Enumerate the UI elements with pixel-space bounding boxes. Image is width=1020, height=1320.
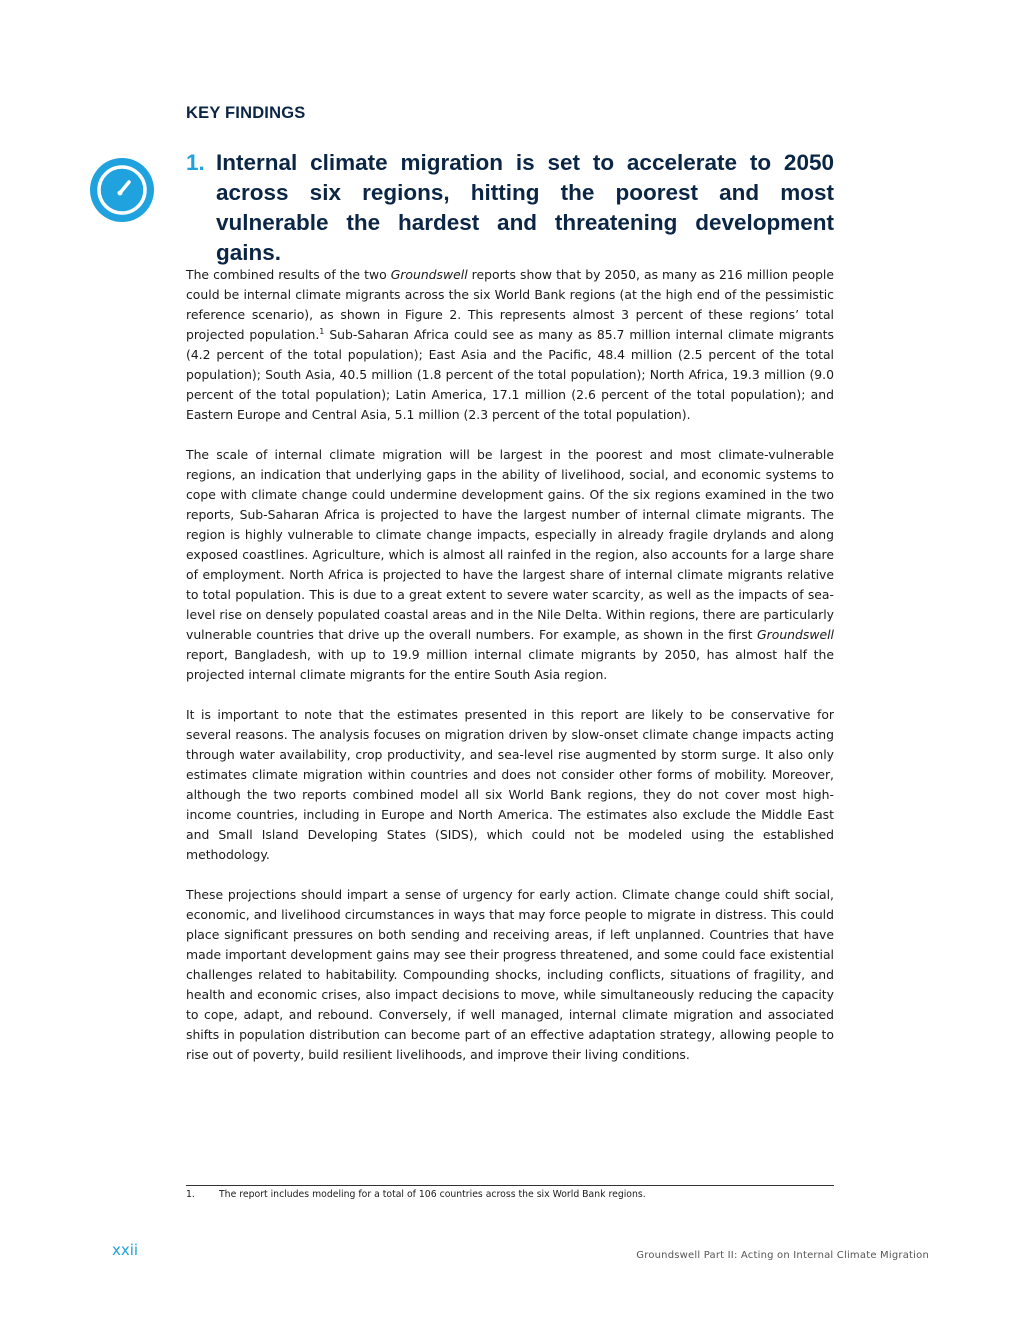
paragraph-3: It is important to note that the estimates presented in this report are likely to be conservative for several reasons. The analysis focuses on migration driven by slow-onset climate change impacts acting through water availability, crop productivity, and sea-level rise augmented by storm surge. It also only estimates climate migration within countries and does not consider other forms of mobility. Moreover, although the two reports combined model all six World Bank regions, they do not cover most high-income countries, including in Europe and North America. The estimates also exclude the Middle East and Small Island Developing States (SIDS), which could not be modeled using the established methodology. <box>186 707 834 862</box>
finding-number: 1. <box>186 150 205 175</box>
paragraph-2: The scale of internal climate migration will be largest in the poorest and most climate-vulnerable regions, an indication that underlying gaps in the ability of livelihood, social, and economic systems to cope with climate change could undermine development gains. Of the six regions examined in the two reports, Sub-Saharan Africa is projected to have the largest number of internal climate migrants. The region is highly vulnerable to climate change impacts, especially in already fragile drylands and along exposed coastlines. Agriculture, which is almost all rainfed in the region, also accounts for a large share of employment. North Africa is projected to have the largest share of internal climate migrants relative to total population. This is due to a great extent to severe water scarcity, as well as the impacts of sea-level rise on densely populated coastal areas and in the Nile Delta. Within regions, there are particularly vulnerable countries that drive up the overall numbers. For example, as shown in the first Groundswell report, Bangladesh, with up to 19.9 million internal climate migrants by 2050, has almost half the projected internal climate migrants for the entire South Asia region. <box>186 447 834 682</box>
section-label: KEY FINDINGS <box>186 104 306 122</box>
finding-text: Internal climate migration is set to accelerate to 2050 across six regions, hitting the poorest and most vulnerable the hardest and threatening development gains. <box>216 150 834 265</box>
footnote-text: The report includes modeling for a total of 106 countries across the six World Bank regions. <box>219 1189 646 1200</box>
footnote-number: 1. <box>186 1189 195 1200</box>
body-text <box>186 265 834 1085</box>
footnote <box>186 1189 834 1201</box>
gauge-icon <box>89 157 155 223</box>
running-footer: Groundswell Part II: Acting on Internal Climate Migration <box>636 1250 929 1261</box>
footnote-reference[interactable]: 1 <box>319 326 325 336</box>
page-number: xxii <box>112 1241 139 1259</box>
paragraph-1: The combined results of the two Groundswell reports show that by 2050, as many as 216 million people could be internal climate migrants across the six World Bank regions (at the high end of the pessimistic reference scenario), as shown in Figure 2. This represents almost 3 percent of these regions’ total projected population.$^1$ Sub-Saharan Africa could see as many as 85.7 million internal climate migrants (4.2 percent of the total population); East Asia and the Pacific, 48.4 million (2.5 percent of the total population); South Asia, 40.5 million (1.8 percent of the total population); North Africa, 19.3 million (9.0 percent of the total population); Latin America, 17.1 million (2.6 percent of the total population); and Eastern Europe and Central Asia, 5.1 million (2.3 percent of the total population). <box>186 267 834 422</box>
paragraph-4: These projections should impart a sense of urgency for early action. Climate change could shift social, economic, and livelihood circumstances in ways that may force people to migrate in distress. This could place significant pressures on both sending and receiving areas, if left unplanned. Countries that have made important development gains may see their progress threatened, and some could face existential challenges related to habitability. Compounding shocks, including conflicts, situations of fragility, and health and economic crises, also impact decisions to move, while simultaneously reducing the capacity to cope, adapt, and rebound. Conversely, if well managed, internal climate migration and associated shifts in population distribution can become part of an effective adaptation strategy, allowing people to rise out of poverty, build resilient livelihoods, and improve their living conditions. <box>186 887 834 1062</box>
key-finding-heading <box>186 148 834 268</box>
footnote-divider <box>186 1185 834 1186</box>
